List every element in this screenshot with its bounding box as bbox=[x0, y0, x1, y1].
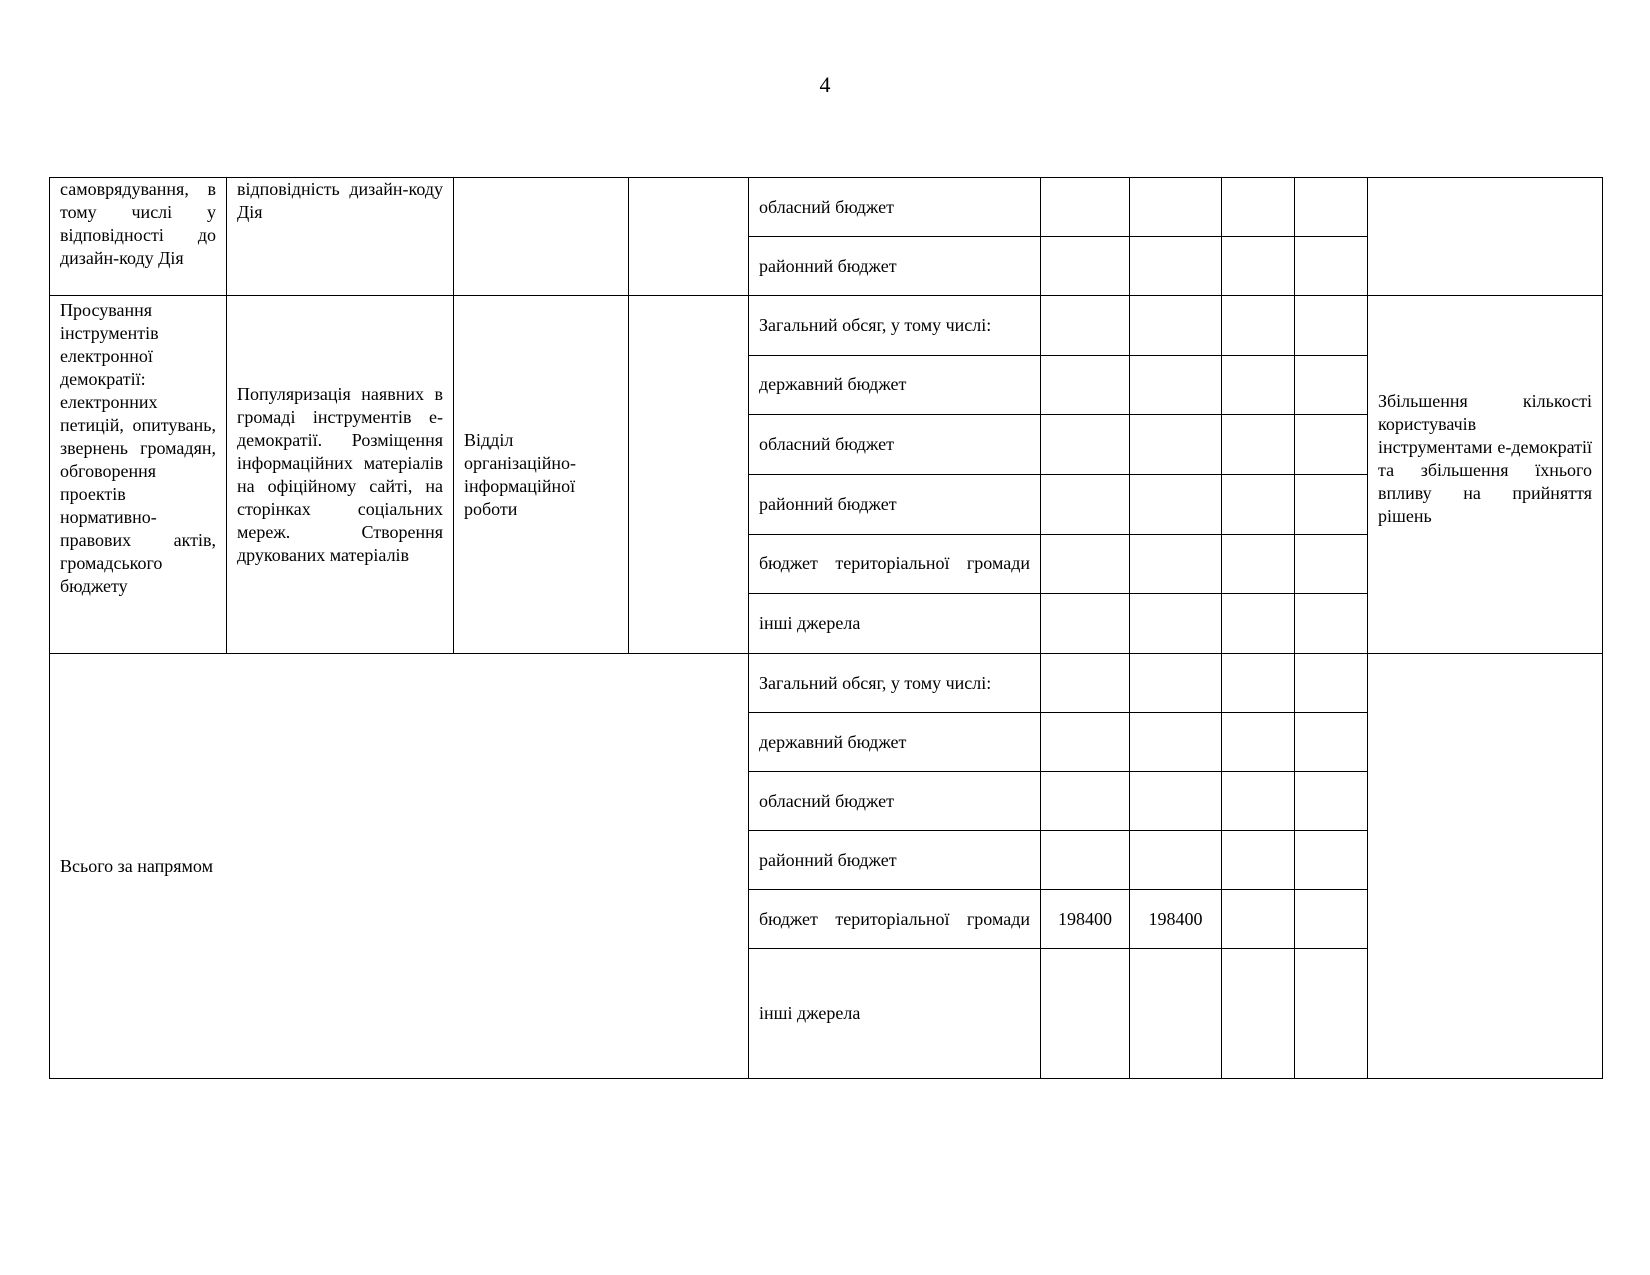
table-row bbox=[50, 296, 1603, 356]
executor: Відділ організаційно-інформаційної роботи bbox=[464, 429, 576, 519]
amount-cell bbox=[1295, 949, 1368, 1079]
table-row bbox=[50, 178, 1603, 237]
amount-cell bbox=[1295, 355, 1368, 415]
amount-cell bbox=[1130, 474, 1222, 534]
amount-value: 198400 bbox=[1130, 890, 1222, 949]
funding-source: Загальний обсяг, у тому числі: bbox=[749, 296, 1041, 356]
funding-source: районний бюджет bbox=[749, 474, 1041, 534]
amount-cell bbox=[1295, 831, 1368, 890]
amount-cell bbox=[1295, 296, 1368, 356]
amount-cell bbox=[1295, 713, 1368, 772]
amount-cell bbox=[1222, 237, 1295, 296]
amount-cell bbox=[1222, 296, 1295, 356]
amount-cell bbox=[1295, 415, 1368, 475]
amount-cell bbox=[1041, 594, 1130, 654]
measure-content-cell bbox=[227, 296, 454, 654]
amount-cell bbox=[1041, 831, 1130, 890]
amount-cell bbox=[1041, 237, 1130, 296]
amount-cell bbox=[1295, 237, 1368, 296]
funding-source: обласний бюджет bbox=[749, 178, 1041, 237]
amount-cell bbox=[1130, 654, 1222, 713]
amount-cell bbox=[1222, 713, 1295, 772]
funding-source: районний бюджет bbox=[749, 237, 1041, 296]
amount-cell bbox=[1130, 831, 1222, 890]
expected-result-cell bbox=[1368, 654, 1603, 1079]
amount-cell bbox=[1295, 654, 1368, 713]
amount-cell bbox=[1130, 949, 1222, 1079]
executor-cell bbox=[454, 296, 629, 654]
funding-source: бюджет територіальної громади bbox=[749, 890, 1041, 949]
amount-cell bbox=[1295, 474, 1368, 534]
funding-source: Загальний обсяг, у тому числі: bbox=[749, 654, 1041, 713]
funding-source: державний бюджет bbox=[749, 713, 1041, 772]
amount-cell bbox=[1130, 415, 1222, 475]
amount-cell bbox=[1222, 890, 1295, 949]
funding-source: районний бюджет bbox=[749, 831, 1041, 890]
funding-source: інші джерела bbox=[749, 949, 1041, 1079]
table-row bbox=[50, 654, 1603, 713]
amount-cell bbox=[1041, 296, 1130, 356]
amount-cell bbox=[1222, 178, 1295, 237]
amount-cell bbox=[1041, 654, 1130, 713]
amount-cell bbox=[1130, 772, 1222, 831]
measure-name: Просування інструментів електронної демократії: електронних петицій, опитувань, звернень громадян, обговорення проектів нормативно-правових актів, громадського бюджету bbox=[60, 300, 216, 596]
amount-cell bbox=[1295, 178, 1368, 237]
funding-source: державний бюджет bbox=[749, 355, 1041, 415]
total-label-cell bbox=[50, 654, 749, 1079]
measure-name: самоврядування, в тому числі у відповідності до дизайн-коду Дія bbox=[60, 179, 216, 268]
amount-cell bbox=[1222, 355, 1295, 415]
amount-cell bbox=[1295, 534, 1368, 594]
funding-source: бюджет територіальної громади bbox=[749, 534, 1041, 594]
amount-cell bbox=[1041, 534, 1130, 594]
funding-source: обласний бюджет bbox=[749, 772, 1041, 831]
term-cell bbox=[629, 296, 749, 654]
term-cell bbox=[629, 178, 749, 296]
amount-cell bbox=[1222, 534, 1295, 594]
funding-source: обласний бюджет bbox=[749, 415, 1041, 475]
amount-cell bbox=[1222, 949, 1295, 1079]
total-label: Всього за напрямом bbox=[60, 855, 213, 876]
measure-content-cell bbox=[227, 178, 454, 296]
amount-cell bbox=[1295, 890, 1368, 949]
amount-cell bbox=[1130, 534, 1222, 594]
amount-cell bbox=[1041, 713, 1130, 772]
amount-cell bbox=[1041, 772, 1130, 831]
executor-cell bbox=[454, 178, 629, 296]
budget-table bbox=[49, 177, 1603, 1079]
amount-cell bbox=[1222, 474, 1295, 534]
funding-source: інші джерела bbox=[749, 594, 1041, 654]
amount-cell bbox=[1222, 594, 1295, 654]
amount-cell bbox=[1041, 474, 1130, 534]
amount-cell bbox=[1130, 237, 1222, 296]
amount-cell bbox=[1222, 772, 1295, 831]
amount-cell bbox=[1222, 415, 1295, 475]
amount-cell bbox=[1041, 178, 1130, 237]
amount-cell bbox=[1130, 178, 1222, 237]
measure-content: Популяризація наявних в громаді інструментів е-демократії. Розміщення інформаційних матеріалів на офіційному сайті, на сторінках соціальних мереж. Створення друкованих матеріалів bbox=[237, 383, 443, 565]
amount-cell bbox=[1041, 415, 1130, 475]
amount-cell bbox=[1295, 772, 1368, 831]
amount-cell bbox=[1130, 355, 1222, 415]
measure-content: відповідність дизайн-коду Дія bbox=[237, 179, 443, 222]
amount-cell bbox=[1130, 296, 1222, 356]
amount-cell bbox=[1130, 594, 1222, 654]
page-number: 4 bbox=[819, 72, 831, 97]
amount-cell bbox=[1041, 355, 1130, 415]
amount-cell bbox=[1222, 831, 1295, 890]
amount-cell bbox=[1130, 713, 1222, 772]
amount-cell bbox=[1041, 949, 1130, 1079]
expected-result-cell bbox=[1368, 178, 1603, 296]
amount-cell bbox=[1222, 654, 1295, 713]
measure-name-cell bbox=[50, 178, 227, 296]
amount-cell bbox=[1295, 594, 1368, 654]
measure-name-cell bbox=[50, 296, 227, 654]
amount-value: 198400 bbox=[1041, 890, 1130, 949]
expected-result: Збільшення кількості користувачів інструментами е-демократії та збільшення їхнього впливу на прийняття рішень bbox=[1378, 391, 1592, 526]
expected-result-cell bbox=[1368, 296, 1603, 654]
